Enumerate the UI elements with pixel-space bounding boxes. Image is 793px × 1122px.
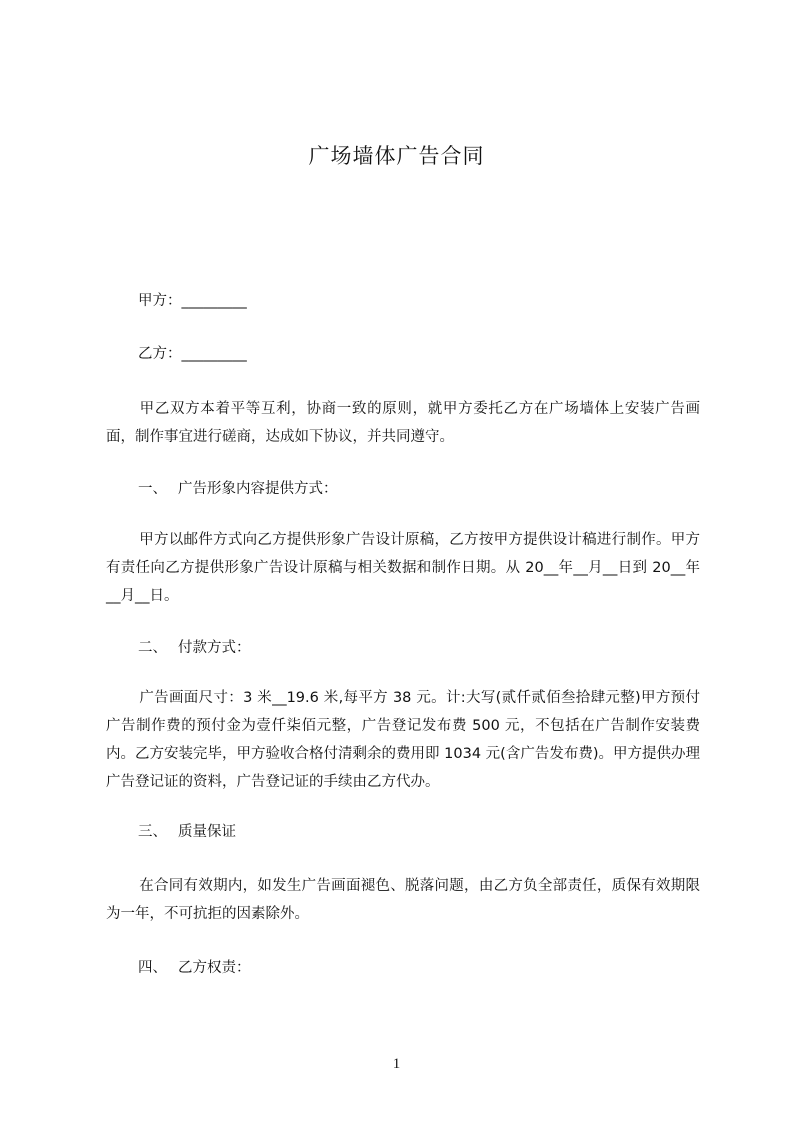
section-1-heading	[138, 479, 338, 499]
section-1-paragraph	[106, 526, 700, 610]
section-3-title: 质量保证	[178, 824, 236, 840]
party-b-line: 乙方：_________	[138, 346, 247, 362]
section-3-paragraph	[106, 872, 700, 928]
section-2-body: 广告画面尺寸：3 米__19.6 米,每平方 38 元。计:大写(贰仟贰佰叁拾肆元整)甲方预付广告制作费的预付金为壹仟柒佰元整，广告登记发布费 500 元，不包括在广告制作安装费内。乙方安装完毕，甲方验收合格付清剩余的费用即 1034 元(含广告发布费)。甲方提供办理广告登记证的资料，广告登记证的手续由乙方代办。	[106, 690, 700, 790]
page-number: 1	[392, 1056, 401, 1072]
section-2-number: 二、	[138, 640, 167, 656]
document-title: 广场墙体广告合同	[308, 144, 485, 168]
section-2-title: 付款方式：	[178, 640, 251, 656]
section-2-heading	[138, 638, 251, 658]
section-2-paragraph	[106, 684, 700, 796]
section-1-body: 甲方以邮件方式向乙方提供形象广告设计原稿，乙方按甲方提供设计稿进行制作。甲方有责任向乙方提供形象广告设计原稿与相关数据和制作日期。从 20__年__月__日到 20__年__月__日。	[106, 532, 700, 604]
section-1-title: 广告形象内容提供方式：	[178, 481, 338, 497]
party-a-line: 甲方：_________	[138, 293, 247, 309]
section-4-number: 四、	[138, 960, 167, 976]
intro-text: 甲乙双方本着平等互利，协商一致的原则，就甲方委托乙方在广场墙体上安装广告画面，制作事宜进行磋商，达成如下协议，并共同遵守。	[106, 401, 700, 445]
section-4-heading	[138, 958, 251, 978]
section-3-body: 在合同有效期内，如发生广告画面褪色、脱落问题，由乙方负全部责任，质保有效期限为一年，不可抗拒的因素除外。	[106, 878, 700, 922]
section-4-title: 乙方权责：	[178, 960, 251, 976]
section-3-number: 三、	[138, 824, 167, 840]
section-3-heading	[138, 822, 236, 842]
intro-paragraph	[106, 395, 700, 451]
section-1-number: 一、	[138, 481, 167, 497]
